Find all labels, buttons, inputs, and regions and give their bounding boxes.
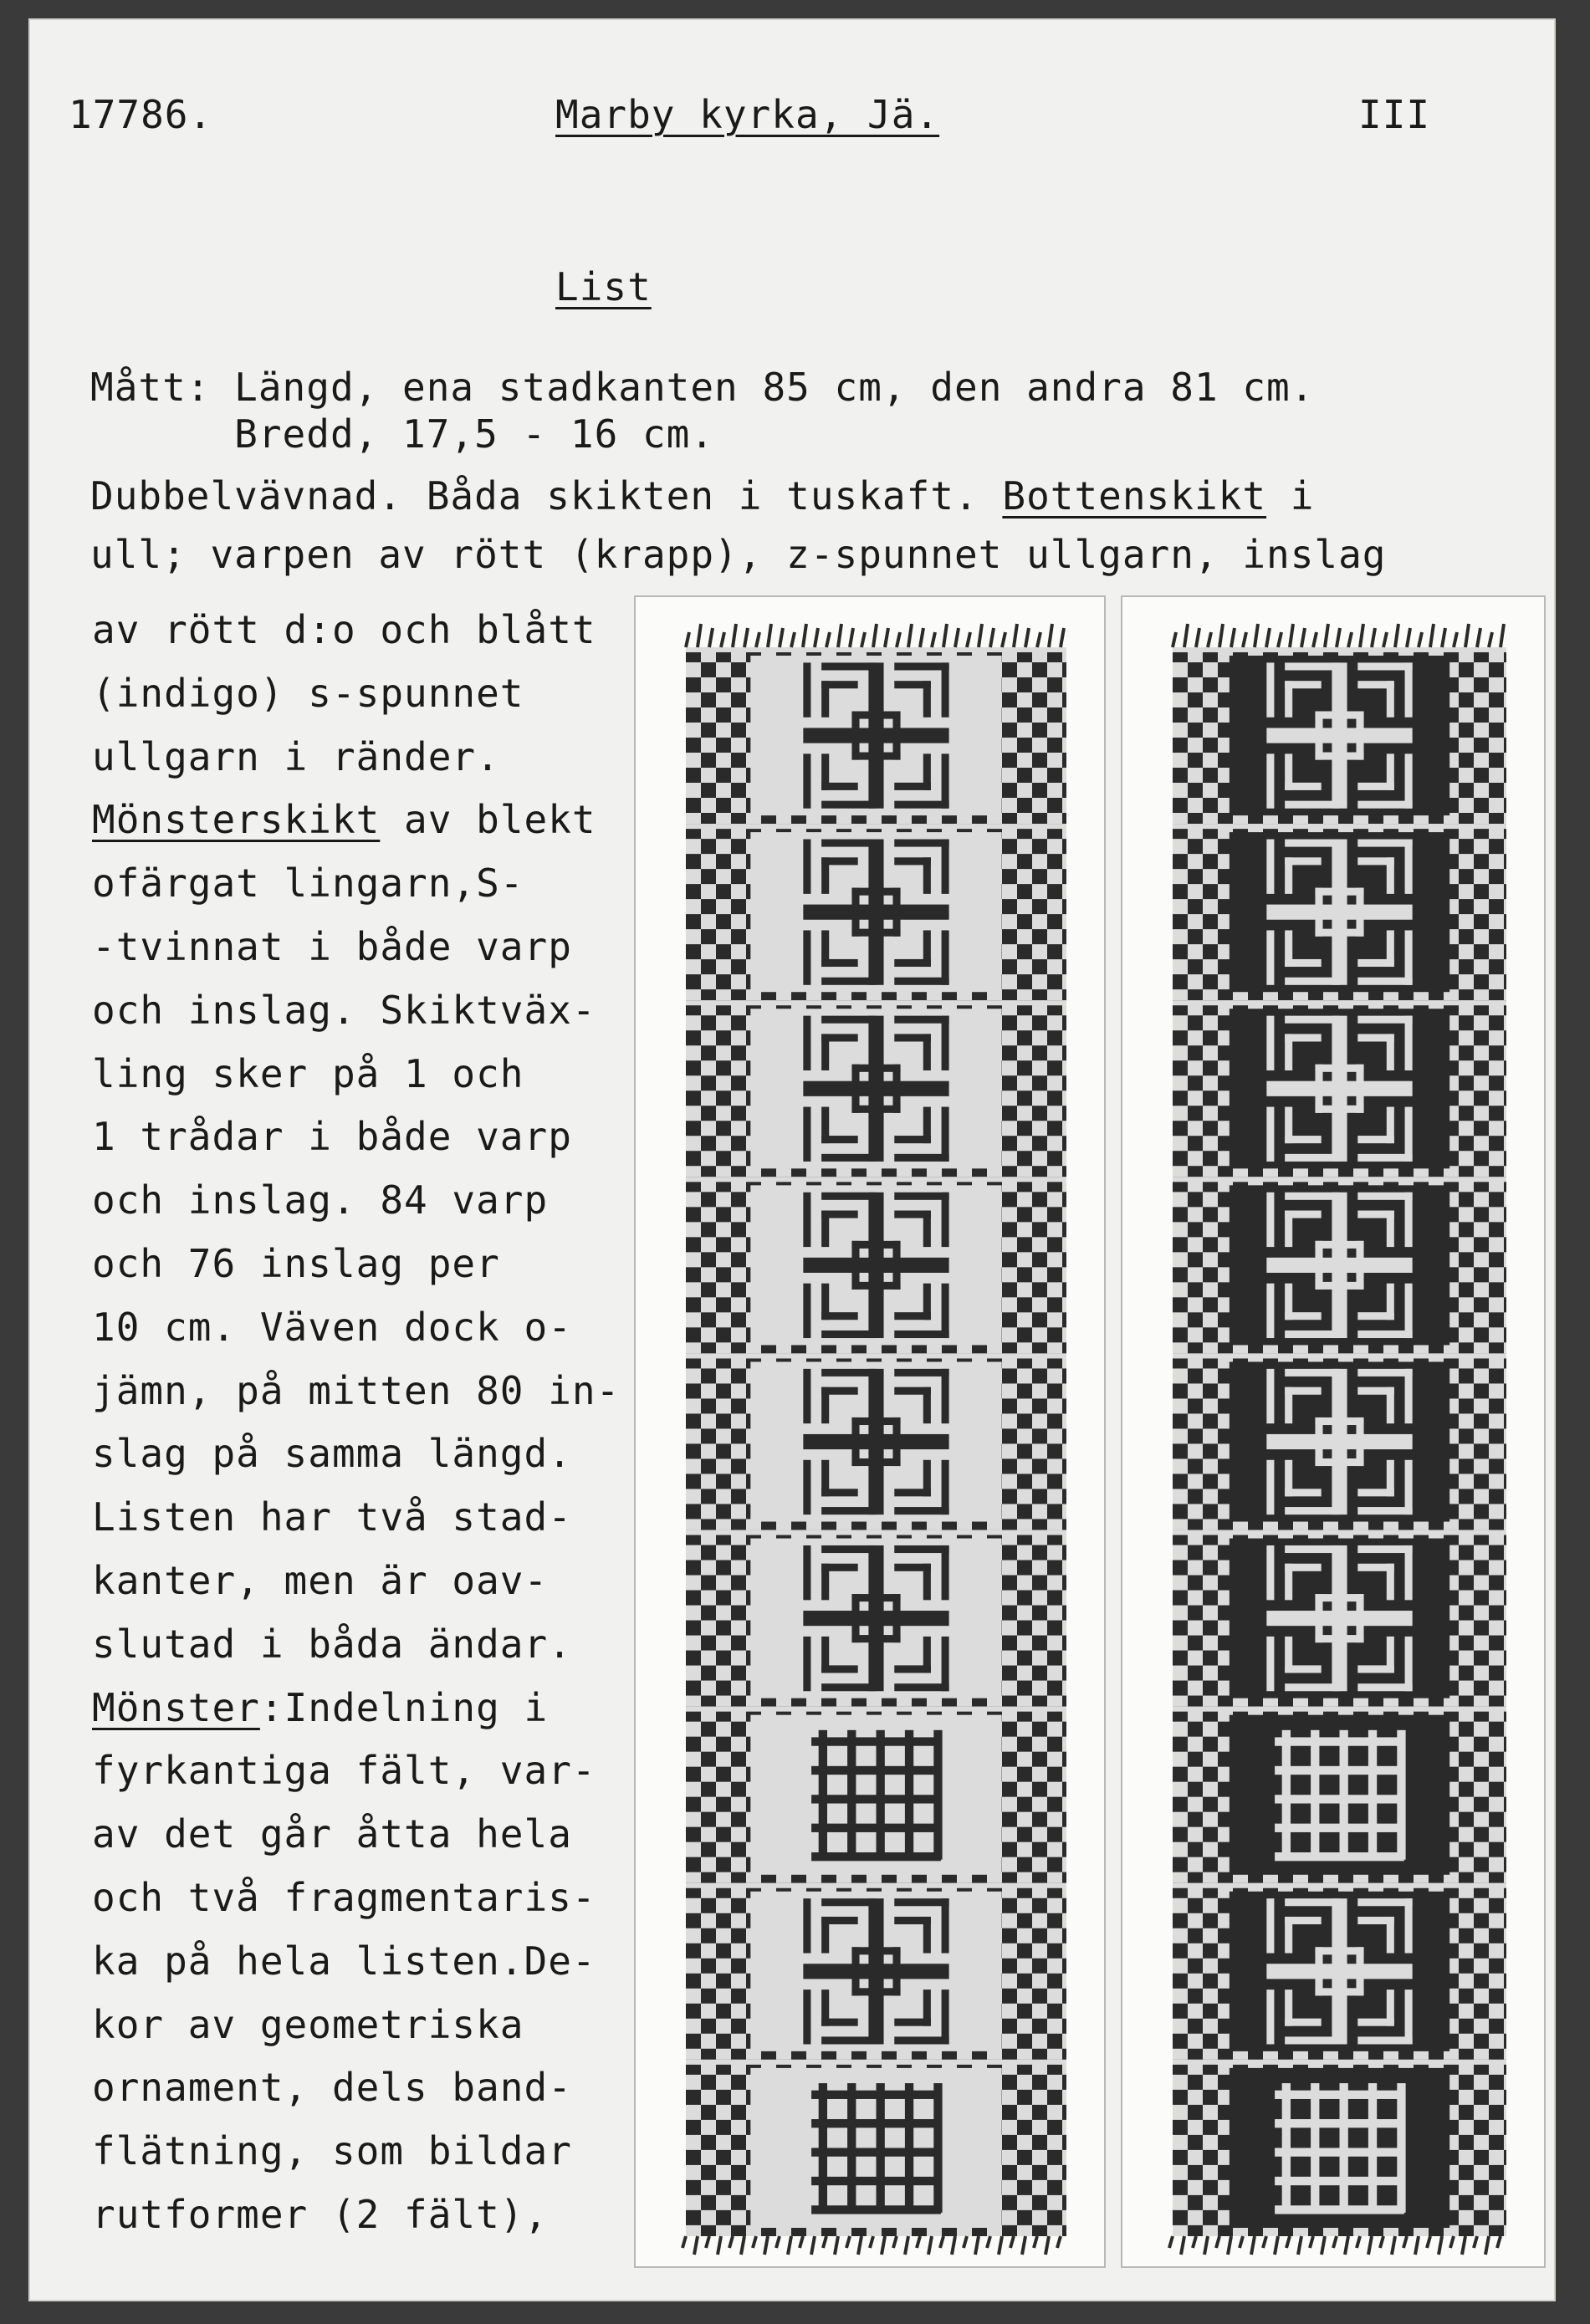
text-segment: kanter, men är oav- [92, 1558, 549, 1603]
fringe-bottom [1403, 2236, 1407, 2248]
fringe-bottom [1169, 2236, 1173, 2248]
fringe-top [861, 632, 865, 647]
fringe-bottom [940, 2236, 943, 2248]
fringe-top [1231, 628, 1235, 647]
fringe-bottom [764, 2236, 768, 2255]
column-line-5 [92, 861, 524, 907]
column-line-15 [92, 1494, 572, 1540]
fringe-bottom [1298, 2236, 1301, 2255]
fringe-top [979, 624, 982, 647]
fringe-bottom [870, 2236, 873, 2248]
fringe-bottom [741, 2236, 744, 2255]
fringe-top [698, 624, 701, 647]
fringe-bottom [1286, 2236, 1290, 2248]
fringe-top [897, 632, 900, 647]
text-segment: och inslag. Skiktväx- [92, 987, 596, 1033]
fringe-top [1255, 624, 1258, 647]
fringe-top [990, 628, 994, 647]
text-segment: slutad i båda ändar. [92, 1621, 572, 1667]
fringe-bottom [1415, 2236, 1419, 2255]
text-segment: rutformer (2 fält), [92, 2192, 549, 2237]
band-divider [1173, 824, 1506, 829]
text-segment: ornament, dels band- [92, 2065, 572, 2111]
fringe-top [733, 624, 736, 647]
fringe-bottom [1368, 2236, 1372, 2255]
sheet-number: III [1358, 92, 1431, 137]
text-segment: ka på hela listen.De- [92, 1938, 596, 1984]
fringe-top [768, 624, 771, 647]
column-line-3 [92, 733, 500, 779]
fringe-top [1301, 628, 1305, 647]
fringe-bottom [800, 2236, 803, 2248]
fringe-bottom [1474, 2236, 1477, 2248]
fringe-bottom [1240, 2236, 1243, 2248]
meander-motif [1266, 1193, 1412, 1338]
text-segment: i [1266, 473, 1315, 518]
column-line-4 [92, 797, 596, 843]
fringe-top [838, 624, 841, 647]
fringe-top [1430, 624, 1434, 647]
fringe-top [1061, 628, 1064, 647]
fringe-top [1278, 632, 1281, 647]
fringe-top [908, 624, 912, 647]
column-line-20 [92, 1811, 572, 1857]
column-line-23 [92, 2001, 524, 2047]
fringe-bottom [1462, 2236, 1465, 2255]
column-line-6 [92, 924, 572, 969]
column-line-25 [92, 2128, 572, 2174]
text-segment: kor av geometriska [92, 2001, 524, 2047]
photo-front [634, 595, 1106, 2268]
column-line-18 [92, 1684, 549, 1730]
text-segment: av det går åtta hela [92, 1811, 572, 1857]
fringe-bottom [1251, 2236, 1255, 2255]
archive-card [28, 18, 1556, 2301]
column-line-21 [92, 1875, 596, 1920]
fringe-top [1325, 624, 1328, 647]
column-line-2 [92, 670, 524, 716]
text-segment: och inslag. 84 varp [92, 1177, 549, 1223]
column-line-17 [92, 1621, 572, 1667]
fringe-top [1266, 628, 1270, 647]
text-segment: 10 cm. Väven dock o- [92, 1304, 572, 1350]
text-segment: och två fragmentaris- [92, 1875, 596, 1920]
fringe-top [815, 628, 818, 647]
underlined-term: Bottenskikt [1002, 473, 1267, 518]
text-segment: flätning, som bildar [92, 2128, 572, 2174]
text-segment: 1 trådar i både varp [92, 1114, 572, 1160]
fringe-bottom [882, 2236, 885, 2255]
fringe-top [1383, 632, 1387, 647]
meander-motif [803, 1016, 948, 1162]
fringe-top [686, 632, 689, 647]
fringe-top [920, 628, 923, 647]
fringe-bottom [1392, 2236, 1395, 2255]
band-divider [686, 2060, 1066, 2065]
column-line-24 [92, 2065, 572, 2111]
band-divider [686, 1353, 1066, 1358]
meander-motif [1266, 1545, 1412, 1691]
meander-motif [1266, 840, 1412, 985]
fringe-bottom [1010, 2236, 1014, 2248]
place-heading: Marby kyrka, Jä. [555, 92, 940, 137]
text-segment: ofärgat lingarn,S- [92, 861, 524, 907]
band-divider [686, 1000, 1066, 1005]
column-line-10 [92, 1177, 549, 1223]
fringe-bottom [1204, 2236, 1208, 2255]
fringe-bottom [1497, 2236, 1501, 2248]
fringe-top [1465, 624, 1469, 647]
meander-motif [803, 840, 948, 985]
band-divider [1173, 1707, 1506, 1712]
underlined-term: Mönster [92, 1684, 260, 1730]
fringe-top [709, 628, 713, 647]
catalog-number: 17786. [69, 92, 213, 137]
text-segment: Dubbelvävnad. Båda skikten i tuskaft. [90, 473, 1003, 518]
text-segment: -tvinnat i både varp [92, 924, 572, 969]
text-segment: ling sker på 1 och [92, 1050, 524, 1096]
fringe-bottom [729, 2236, 733, 2248]
fringe-top [1037, 632, 1040, 647]
fringe-bottom [893, 2236, 897, 2248]
fringe-top [1049, 624, 1052, 647]
fringe-top [744, 628, 748, 647]
fringe-top [1208, 632, 1211, 647]
fringe-top [826, 632, 830, 647]
band-divider [1173, 2060, 1506, 2065]
measurements-line-1: Mått: Längd, ena stadkanten 85 cm, den andra 81 cm. [90, 365, 1315, 410]
fringe-bottom [1439, 2236, 1442, 2255]
meander-motif [803, 662, 948, 808]
fringe-bottom [1193, 2236, 1196, 2248]
fringe-top [1454, 632, 1457, 647]
band-divider [686, 647, 1066, 652]
fringe-bottom [975, 2236, 979, 2255]
fringe-bottom [694, 2236, 698, 2255]
fringe-bottom [1485, 2236, 1489, 2255]
column-line-22 [92, 1938, 596, 1984]
band-divider [1173, 647, 1506, 652]
fringe-top [873, 624, 877, 647]
fringe-top [780, 628, 783, 647]
photo-back [1121, 595, 1546, 2268]
measurements-line-2: Bredd, 17,5 - 16 cm. [90, 411, 715, 457]
fringe-top [1184, 624, 1188, 647]
column-line-9 [92, 1114, 572, 1160]
fringe-bottom [987, 2236, 990, 2248]
fringe-top [885, 628, 888, 647]
column-line-7 [92, 987, 596, 1033]
fringe-top [1348, 632, 1352, 647]
fringe-bottom [964, 2236, 967, 2248]
fringe-top [1173, 632, 1176, 647]
column-line-14 [92, 1431, 572, 1477]
text-segment: Listen har två stad- [92, 1494, 572, 1540]
fringe-bottom [1181, 2236, 1184, 2255]
column-line-11 [92, 1241, 500, 1286]
fringe-top [1337, 628, 1340, 647]
fringe-bottom [823, 2236, 826, 2248]
band-divider [1173, 1353, 1506, 1358]
fringe-top [932, 632, 935, 647]
meander-motif [1266, 1898, 1412, 2044]
fringe-bottom [1450, 2236, 1454, 2248]
text-segment: av rött d:o och blått [92, 607, 596, 652]
fringe-top [1025, 628, 1029, 647]
object-title: List [555, 264, 652, 309]
text-segment: (indigo) s-spunnet [92, 670, 524, 716]
text-segment: jämn, på mitten 80 in- [92, 1367, 621, 1413]
fringe-bottom [835, 2236, 838, 2255]
text-segment: :Indelning i [259, 1684, 549, 1730]
meander-motif [803, 1369, 948, 1514]
band-divider [686, 824, 1066, 829]
fringe-top [756, 632, 759, 647]
fringe-top [1442, 628, 1445, 647]
column-line-1 [92, 607, 596, 652]
column-line-16 [92, 1558, 549, 1603]
fringe-top [1360, 624, 1363, 647]
column-line-13 [92, 1367, 621, 1413]
fringe-top [955, 628, 959, 647]
band-divider [686, 1707, 1066, 1712]
column-line-12 [92, 1304, 572, 1350]
textile-back-image [1122, 597, 1544, 2266]
full-line-2 [90, 532, 1387, 577]
column-line-8 [92, 1050, 524, 1096]
fringe-bottom [846, 2236, 850, 2248]
fringe-bottom [788, 2236, 791, 2255]
fringe-bottom [1345, 2236, 1348, 2255]
fringe-bottom [1333, 2236, 1337, 2248]
fringe-bottom [718, 2236, 721, 2255]
fringe-bottom [1228, 2236, 1231, 2255]
textile-front-image [636, 597, 1104, 2266]
fringe-top [1243, 632, 1246, 647]
fringe-bottom [1427, 2236, 1430, 2248]
fringe-top [1372, 628, 1375, 647]
fringe-bottom [1275, 2236, 1278, 2255]
fringe-bottom [952, 2236, 955, 2255]
band-divider [686, 1177, 1066, 1182]
text-segment: och 76 inslag per [92, 1241, 500, 1286]
fringe-bottom [999, 2236, 1002, 2255]
meander-motif [803, 1898, 948, 2044]
text-segment: fyrkantiga fält, var- [92, 1748, 596, 1794]
fringe-top [721, 632, 724, 647]
fringe-bottom [928, 2236, 932, 2255]
fringe-bottom [811, 2236, 815, 2255]
meander-motif [803, 1193, 948, 1338]
fringe-top [1419, 632, 1422, 647]
fringe-bottom [858, 2236, 861, 2255]
fringe-top [850, 628, 853, 647]
fringe-top [943, 624, 947, 647]
fringe-bottom [1310, 2236, 1313, 2248]
fringe-bottom [1380, 2236, 1383, 2248]
text-segment: slag på samma längd. [92, 1431, 572, 1477]
fringe-top [1290, 624, 1293, 647]
meander-motif [803, 1545, 948, 1691]
meander-motif [1266, 662, 1412, 808]
fringe-top [791, 632, 795, 647]
fringe-bottom [706, 2236, 709, 2248]
fringe-bottom [1216, 2236, 1219, 2248]
fringe-bottom [753, 2236, 756, 2248]
fringe-top [1313, 632, 1316, 647]
meander-motif [1266, 1369, 1412, 1514]
fringe-bottom [917, 2236, 920, 2248]
meander-motif [1266, 1016, 1412, 1162]
column-line-26 [92, 2192, 549, 2237]
fringe-top [1501, 624, 1504, 647]
fringe-top [1196, 628, 1199, 647]
fringe-top [1407, 628, 1410, 647]
fringe-bottom [776, 2236, 780, 2248]
text-segment: ullgarn i ränder. [92, 733, 500, 779]
fringe-top [1477, 628, 1480, 647]
band-divider [1173, 1177, 1506, 1182]
underlined-term: Mönsterskikt [92, 797, 381, 843]
fringe-bottom [905, 2236, 908, 2255]
fringe-top [1014, 624, 1017, 647]
full-line-1 [90, 473, 1315, 518]
band-divider [686, 1530, 1066, 1535]
fringe-top [1395, 624, 1398, 647]
text-segment: av blekt [380, 797, 596, 843]
fringe-top [1219, 624, 1223, 647]
fringe-bottom [1263, 2236, 1266, 2248]
band-divider [1173, 1000, 1506, 1005]
text-segment: ull; varpen av rött (krapp), z-spunnet ullgarn, inslag [90, 532, 1387, 577]
band-divider [1173, 1883, 1506, 1888]
fringe-bottom [1046, 2236, 1049, 2255]
band-divider [686, 1883, 1066, 1888]
fringe-bottom [1322, 2236, 1325, 2255]
fringe-bottom [683, 2236, 686, 2248]
fringe-bottom [1057, 2236, 1061, 2248]
fringe-top [967, 632, 970, 647]
fringe-top [1489, 632, 1492, 647]
fringe-bottom [1034, 2236, 1037, 2248]
fringe-bottom [1357, 2236, 1360, 2248]
fringe-top [803, 624, 806, 647]
fringe-bottom [1022, 2236, 1025, 2255]
band-divider [1173, 1530, 1506, 1535]
column-line-19 [92, 1748, 596, 1794]
fringe-top [1002, 632, 1005, 647]
